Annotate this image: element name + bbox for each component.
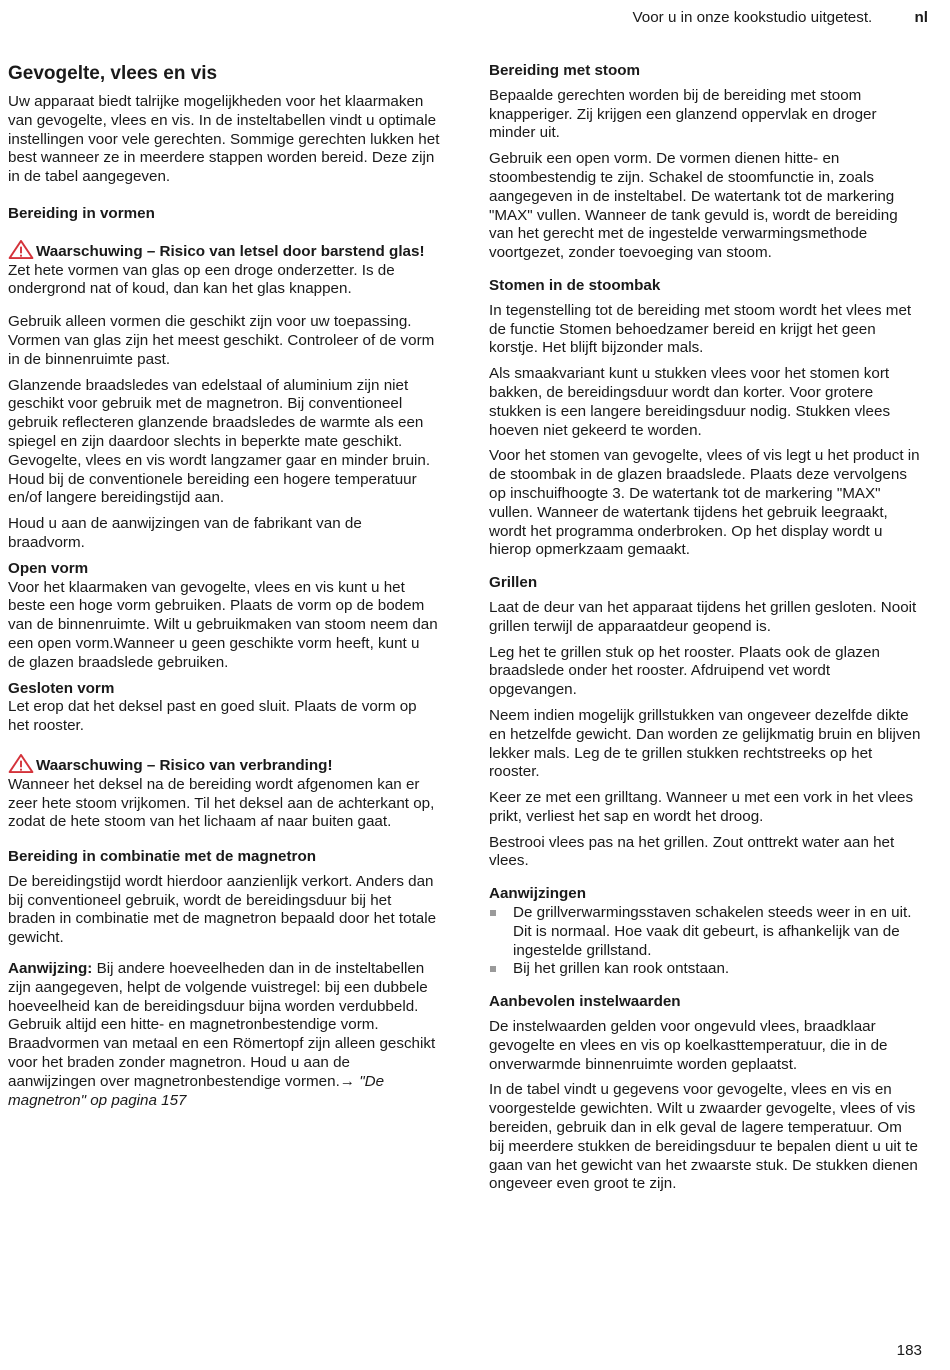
page-reference-link[interactable]: "De magnetron" op pagina 157 (8, 1072, 385, 1109)
steamtray-paragraph-3: Voor het stomen van gevogelte, vlees of vis legt u het product in de stoombak in de glazen braadslede. Plaats deze vervolgens op inschuifhoogte 3. De watertank tot de markering "MAX" vullen. Wanneer de watertank tijdens het gebruik leegraakt, wordt het programma onderbroken. Op het display wordt u hierop opmerkzaam gemaakt. (489, 447, 920, 559)
note-text: Bij andere hoeveelheden dan in de insteltabellen zijn aangegeven, helpt de volgende vuistregel: bij een dubbele hoeveelheid kan de bereidingsduur bijna worden verdubbeld. Gebruik altijd een hitte- en magnetronbestendige vorm. Braadvormen van metaal en een Römertopf zijn alleen geschikt voor het braden zonder magnetron. Houd u aan de aanwijzingen over magnetronbestendige vormen. (8, 960, 436, 1090)
warning-burn-title (8, 754, 440, 776)
list-item: De grillverwarmingsstaven schakelen steeds weer in en uit. Dit is normaal. Hoe vaak dit gebeurt, is afhankelijk van de ingestelde grillstand. (489, 904, 921, 960)
steamtray-paragraph-1: In tegenstelling tot de bereiding met stoom wordt het vlees met de functie Stomen behoedzamer bereid en krijgt het geen korstje. Het blijft bijzonder mals. (489, 301, 912, 357)
left-column (8, 56, 440, 1117)
notes-heading: Aanwijzingen (489, 885, 587, 903)
notes-list (489, 904, 921, 979)
warning-burn-text: Wanneer het deksel na de bereiding wordt afgenomen kan er zeer hete stoom vrijkomen. Til het deksel aan de achterkant op, zodat de hete stoom van het lichaam af naar buiten gaat. (8, 775, 435, 831)
warning-glass-title (8, 240, 440, 262)
open-form-heading: Open vorm (8, 559, 89, 577)
steamtray-paragraph-2: Als smaakvariant kunt u stukken vlees voor het stomen kort bakken, de bereidingsduur wordt dan korter. Voor grotere stukken is een langere bereidingsduur nodig. Stukken vlees hoeven niet gekeerd te worden. (489, 365, 891, 439)
warning-burn-text-title: Waarschuwing – Risico van verbranding! (36, 756, 333, 774)
magnetron-paragraph: De bereidingstijd wordt hierdoor aanzienlijk verkort. Anders dan bij conventioneel gebruik, wordt de bereidingsduur bij het braden in combinatie met de magnetron bepaald door het totale gewicht. (8, 872, 437, 947)
forms-paragraph-2: Glanzende braadsledes van edelstaal of aluminium zijn niet geschikt voor gebruik met de magnetron. Bij conventioneel gebruik reflecteren glanzende braadsledes de warmte als een spiegel en zijn daardoor slechts in beperkte mate geschikt. Gevogelte, vlees en vis wordt langzamer gaar en minder bruin. Houd bij de conventionele bereiding een hogere temperatuur en/of langere bereidingstijd aan. (8, 376, 431, 507)
reference-arrow-icon: → (339, 1072, 355, 1090)
forms-heading: Bereiding in vormen (8, 204, 155, 222)
magnetron-heading: Bereiding in combinatie met de magnetron (8, 848, 317, 866)
page-number: 183 (896, 1342, 922, 1360)
steam-heading: Bereiding met stoom (489, 62, 641, 79)
warning-glass-text: Zet hete vormen van glas op een droge onderzetter. Is de ondergrond nat of koud, dan kan het glas knappen. (8, 261, 395, 298)
page-header (632, 9, 928, 27)
list-item: Bij het grillen kan rook ontstaan. (489, 960, 921, 979)
forms-paragraph-3: Houd u aan de aanwijzingen van de fabrikant van de braadvorm. (8, 515, 362, 551)
grill-paragraph-3: Neem indien mogelijk grillstukken van ongeveer dezelfde dikte en hetzelfde gewicht. Dan worden ze gelijkmatig bruin en blijven lekker mals. Leg de te grillen stukken rechtstreeks op het rooster. (489, 706, 921, 781)
recommended-heading: Aanbevolen instelwaarden (489, 993, 681, 1011)
steamtray-heading: Stomen in de stoombak (489, 276, 661, 294)
grill-paragraph-5: Bestrooi vlees pas na het grillen. Zout onttrekt water aan het vlees. (489, 833, 895, 870)
right-column (489, 56, 921, 1201)
steam-paragraph-2: Gebruik een open vorm. De vormen dienen hitte- en stoombestendig te zijn. Schakel de stoomfunctie in, zoals aangegeven in de insteltabel. De watertank tot de markering "MAX" vullen. Wanneer de tank gevuld is, wordt de bereiding van het gerecht met de ingestelde verwarmingsmethode voortgezet, zonder toevoeging van stoom. (489, 150, 898, 262)
steam-paragraph-1: Bepaalde gerechten worden bij de bereiding met stoom knapperiger. Zij krijgen een glanzend oppervlak en droger minder uit. (489, 86, 877, 142)
recommended-paragraph-2: In de tabel vindt u gegevens voor gevogelte, vlees en vis en voorgestelde gewichten. Wilt u zwaarder gevogelte, vlees of vis bereiden, gebruik dan in elk geval de lagere temperatuur. Om bij meerdere stukken de bereidingsduur te bepalen dient u uit te gaan van het gewicht van het zwaarste stuk. De stukken dienen ongeveer even groot te zijn. (489, 1081, 918, 1193)
warning-glass-text-title: Waarschuwing – Risico van letsel door barstend glas! (36, 242, 425, 260)
open-form-text: Voor het klaarmaken van gevogelte, vlees en vis kunt u het beste een hoge vorm gebruiken. Plaats de vorm op de bodem van de binnenruimte. Wilt u gebruikmaken van stoom neem dan een open vorm.Wanneer u geen geschikte vorm heeft, kunt u de glazen braadslede gebruiken. (8, 578, 438, 671)
forms-paragraph-1: Gebruik alleen vormen die geschikt zijn voor uw toepassing. Vormen van glas zijn het meest geschikt. Controleer of de vorm in de binnenruimte past. (8, 313, 435, 368)
section-title: Gevogelte, vlees en vis (8, 63, 218, 84)
warning-triangle-icon (8, 240, 34, 259)
recommended-paragraph-1: De instelwaarden gelden voor ongevuld vlees, braadklaar gevogelte en vlees en vis op koelkasttemperatuur, die in de onverwarmde binnenruimte worden geplaatst. (489, 1018, 888, 1073)
note-label: Aanwijzing: (8, 960, 93, 978)
bullet-square-icon (490, 966, 496, 972)
language-code: nl (914, 9, 928, 26)
bullet-square-icon (490, 910, 496, 916)
magnetron-note (8, 960, 440, 1110)
grill-paragraph-1: Laat de deur van het apparaat tijdens het grillen gesloten. Nooit grillen terwijl de apparaatdeur geopend is. (489, 598, 917, 635)
grill-heading: Grillen (489, 574, 538, 592)
closed-form-text: Let erop dat het deksel past en goed sluit. Plaats de vorm op het rooster. (8, 698, 417, 735)
grill-paragraph-2: Leg het te grillen stuk op het rooster. Plaats ook de glazen braadslede onder het rooster. Afdruipend vet wordt opgevangen. (489, 643, 880, 699)
warning-triangle-icon (8, 754, 34, 773)
grill-paragraph-4: Keer ze met een grilltang. Wanneer u met een vork in het vlees prikt, verliest het sap en wordt het droog. (489, 789, 914, 825)
chapter-title: Voor u in onze kookstudio uitgetest. (632, 9, 873, 26)
closed-form-heading: Gesloten vorm (8, 679, 115, 697)
intro-paragraph: Uw apparaat biedt talrijke mogelijkheden voor het klaarmaken van gevogelte, vlees en vis. In de insteltabellen vindt u optimale instellingen voor vele gerechten. Sommige gerechten lukken het best wanneer ze in meerdere stappen worden bereid. Deze zijn in de tabel aangegeven. (8, 93, 440, 186)
